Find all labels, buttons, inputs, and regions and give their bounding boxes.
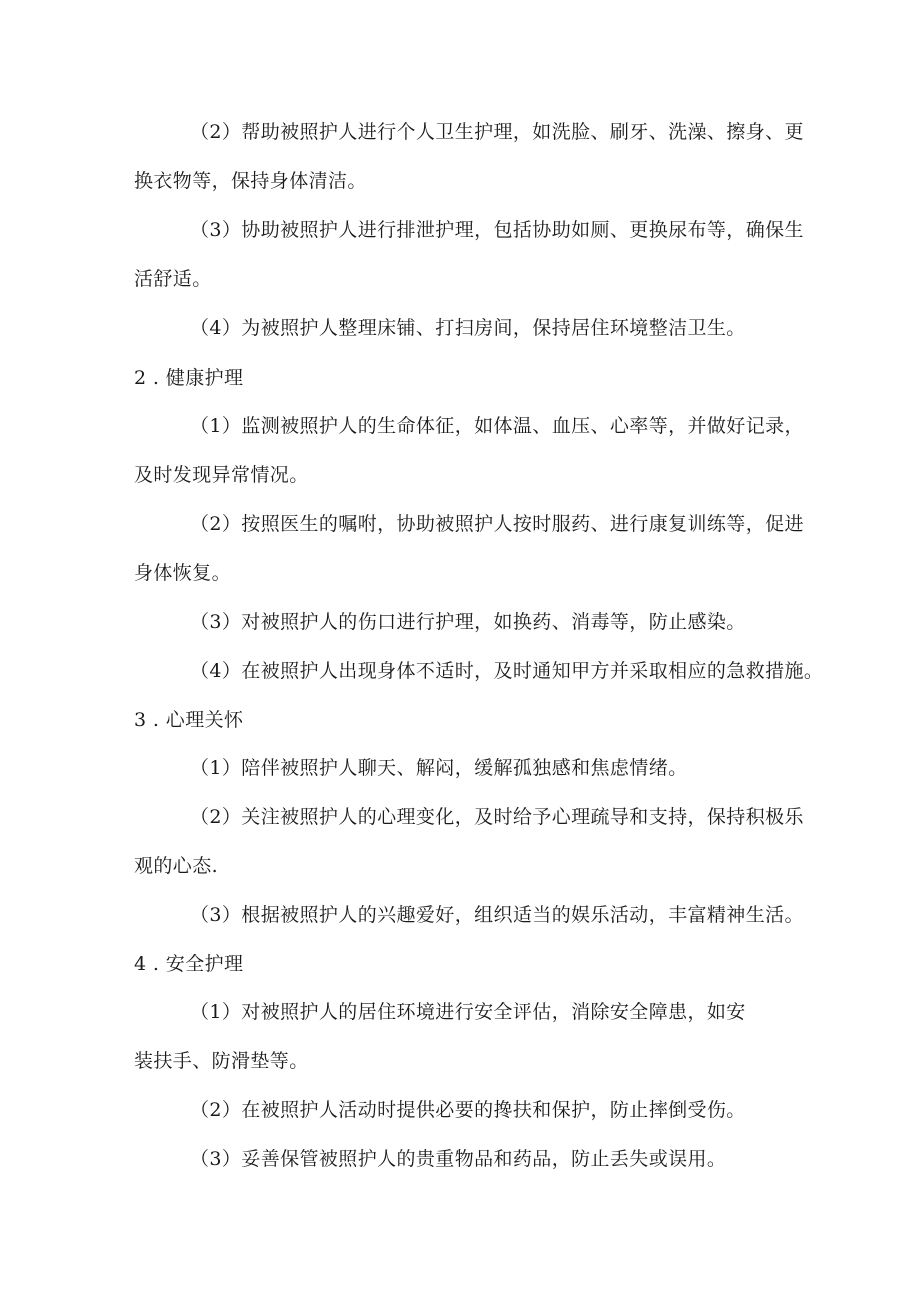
daily-care-item-4: （4）为被照护人整理床铺、打扫房间，保持居住环境整洁卫生。	[190, 317, 746, 339]
psych-care-item-2-line-1: （2）关注被照护人的心理变化，及时给予心理疏导和支持，保持积极乐	[190, 806, 804, 828]
health-care-item-4: （4）在被照护人出现身体不适时，及时通知甲方并采取相应的急救措施。	[190, 660, 824, 682]
health-care-item-3: （3）对被照护人的伤口进行护理，如换药、消毒等，防止感染。	[190, 611, 746, 633]
health-care-item-2-line-2: 身体恢复。	[134, 562, 232, 584]
psych-care-item-3: （3）根据被照护人的兴趣爱好，组织适当的娱乐活动，丰富精神生活。	[190, 904, 804, 926]
section-heading-health-care: 2 . 健康护理	[134, 367, 244, 389]
health-care-item-2-line-1: （2）按照医生的嘱咐，协助被照护人按时服药、进行康复训练等，促进	[190, 513, 804, 535]
psych-care-item-2-line-2: 观的心态.	[134, 855, 219, 877]
daily-care-item-2-line-2: 换衣物等，保持身体清洁。	[134, 170, 367, 192]
safety-care-item-1-line-1: （1）对被照护人的居住环境进行安全评估，消除安全障患，如安	[190, 1001, 746, 1023]
section-heading-safety-care: 4 . 安全护理	[134, 953, 244, 975]
safety-care-item-3: （3）妥善保管被照护人的贵重物品和药品，防止丢失或误用。	[190, 1148, 727, 1170]
safety-care-item-2: （2）在被照护人活动时提供必要的搀扶和保护，防止摔倒受伤。	[190, 1099, 746, 1121]
psych-care-item-1: （1）陪伴被照护人聊天、解闷，缓解孤独感和焦虑情绪。	[190, 757, 688, 779]
health-care-item-1-line-1: （1）监测被照护人的生命体征，如体温、血压、心率等，并做好记录，	[190, 415, 804, 437]
health-care-item-1-line-2: 及时发现异常情况。	[134, 464, 309, 486]
daily-care-item-2-line-1: （2）帮助被照护人进行个人卫生护理，如洗脸、刷牙、洗澡、擦身、更	[190, 121, 804, 143]
safety-care-item-1-line-2: 装扶手、防滑垫等。	[134, 1050, 309, 1072]
daily-care-item-3-line-2: 活舒适。	[134, 268, 212, 290]
section-heading-psych-care: 3 . 心理关怀	[134, 709, 244, 731]
daily-care-item-3-line-1: （3）协助被照护人进行排泄护理，包括协助如厕、更换尿布等，确保生	[190, 219, 804, 241]
